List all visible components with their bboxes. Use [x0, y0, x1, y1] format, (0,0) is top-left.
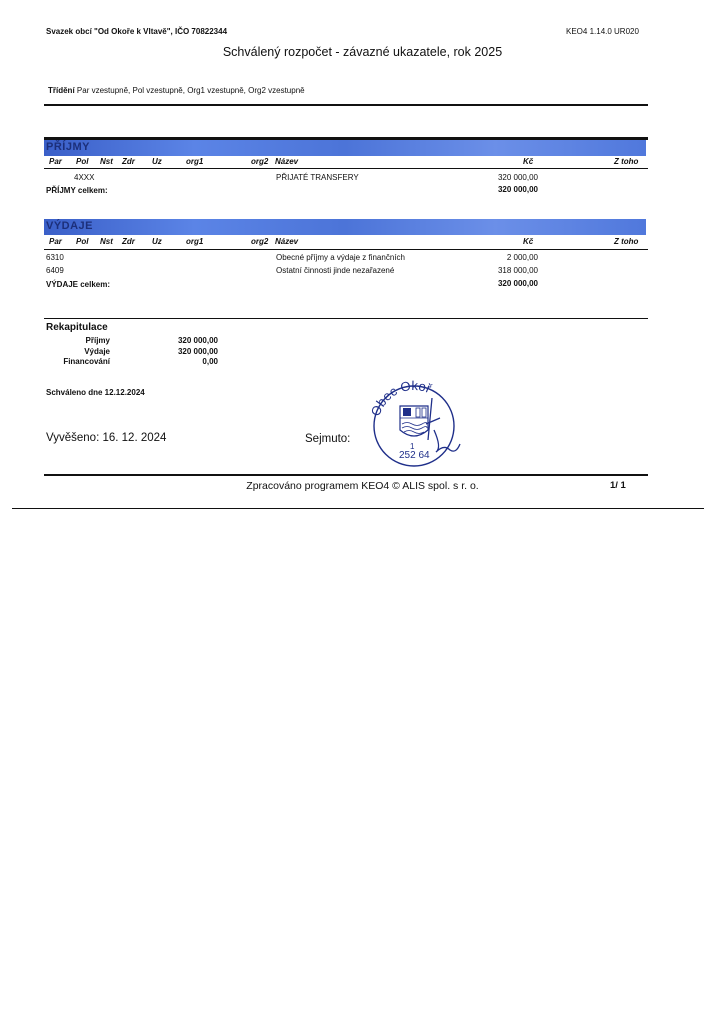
municipal-stamp [364, 378, 474, 475]
col-nst: Nst [100, 237, 113, 246]
svg-text:Obec Okoř: Obec Okoř [367, 378, 434, 419]
col-org1: org1 [186, 237, 204, 246]
vydaje-section-title: VÝDAJE [46, 220, 94, 232]
col-org2: org2 [251, 157, 269, 166]
stamp-number: 1 [410, 442, 415, 451]
prijmy-band [44, 140, 646, 156]
col-zdr: Zdr [122, 237, 135, 246]
col-pol: Pol [76, 157, 89, 166]
col-nazev: Název [275, 157, 299, 166]
row-par: 6310 [46, 253, 64, 262]
row-nazev: PŘIJATÉ TRANSFERY [276, 173, 359, 182]
prijmy-total-label: PŘÍJMY celkem: [46, 186, 108, 195]
col-nst: Nst [100, 157, 113, 166]
row-nazev: Ostatní činnosti jinde nezařazené [276, 266, 395, 275]
sort-line [48, 86, 305, 95]
vydaje-header-rule [44, 249, 648, 250]
approved-date: Schváleno dne 12.12.2024 [46, 388, 145, 397]
col-org2: org2 [251, 237, 269, 246]
prijmy-total-value: 320 000,00 [497, 185, 538, 194]
col-pol: Pol [76, 237, 89, 246]
removed-label: Sejmuto: [305, 433, 351, 445]
rekap-label: Výdaje [84, 347, 110, 356]
rekapitulace-title: Rekapitulace [46, 322, 108, 333]
col-uz: Uz [152, 157, 162, 166]
col-ztoho: Z toho [614, 237, 639, 246]
col-org1: org1 [186, 157, 204, 166]
organization-name: Svazek obcí "Od Okoře k Vltavě", IČO 70822344 [46, 27, 228, 36]
col-par: Par [49, 237, 62, 246]
footer-text: Zpracováno programem KEO4 © ALIS spol. s r. o. [246, 480, 479, 492]
header-divider [44, 104, 648, 106]
col-kc: Kč [523, 237, 534, 246]
rekap-label: Financování [63, 357, 110, 366]
stamp-code: 252 64 [399, 450, 430, 461]
rekap-label: Příjmy [85, 336, 110, 345]
col-par: Par [49, 157, 62, 166]
sort-value: Par vzestupně, Pol vzestupně, Org1 vzestupně, Org2 vzestupně [76, 86, 305, 95]
prijmy-section-title: PŘÍJMY [46, 141, 90, 153]
row-kc: 320 000,00 [497, 173, 538, 182]
row-kc: 2 000,00 [506, 253, 538, 262]
page-number: 1/ 1 [610, 480, 626, 491]
vydaje-total-label: VÝDAJE celkem: [46, 280, 111, 289]
rekap-value: 320 000,00 [177, 336, 218, 345]
col-zdr: Zdr [122, 157, 135, 166]
vydaje-band [44, 219, 646, 235]
page-title: Schválený rozpočet - závazné ukazatele, rok 2025 [222, 45, 503, 59]
rekap-value: 0,00 [202, 357, 218, 366]
program-version: KEO4 1.14.0 UR020 [566, 27, 639, 36]
rekapitulace-top-rule [44, 318, 648, 319]
page-bottom-rule [12, 508, 704, 509]
row-par: 6409 [46, 266, 64, 275]
footer-rule [44, 474, 648, 476]
col-kc: Kč [523, 157, 534, 166]
row-pol: 4XXX [74, 173, 95, 182]
col-uz: Uz [152, 237, 162, 246]
rekap-value: 320 000,00 [177, 347, 218, 356]
col-ztoho: Z toho [614, 157, 639, 166]
row-nazev: Obecné příjmy a výdaje z finančních [276, 253, 405, 262]
prijmy-header-rule [44, 168, 648, 169]
col-nazev: Název [275, 237, 299, 246]
posted-date: Vyvěšeno: 16. 12. 2024 [46, 432, 167, 444]
vydaje-total-value: 320 000,00 [497, 279, 538, 288]
row-kc: 318 000,00 [497, 266, 538, 275]
sort-label: Třídění [48, 86, 75, 95]
